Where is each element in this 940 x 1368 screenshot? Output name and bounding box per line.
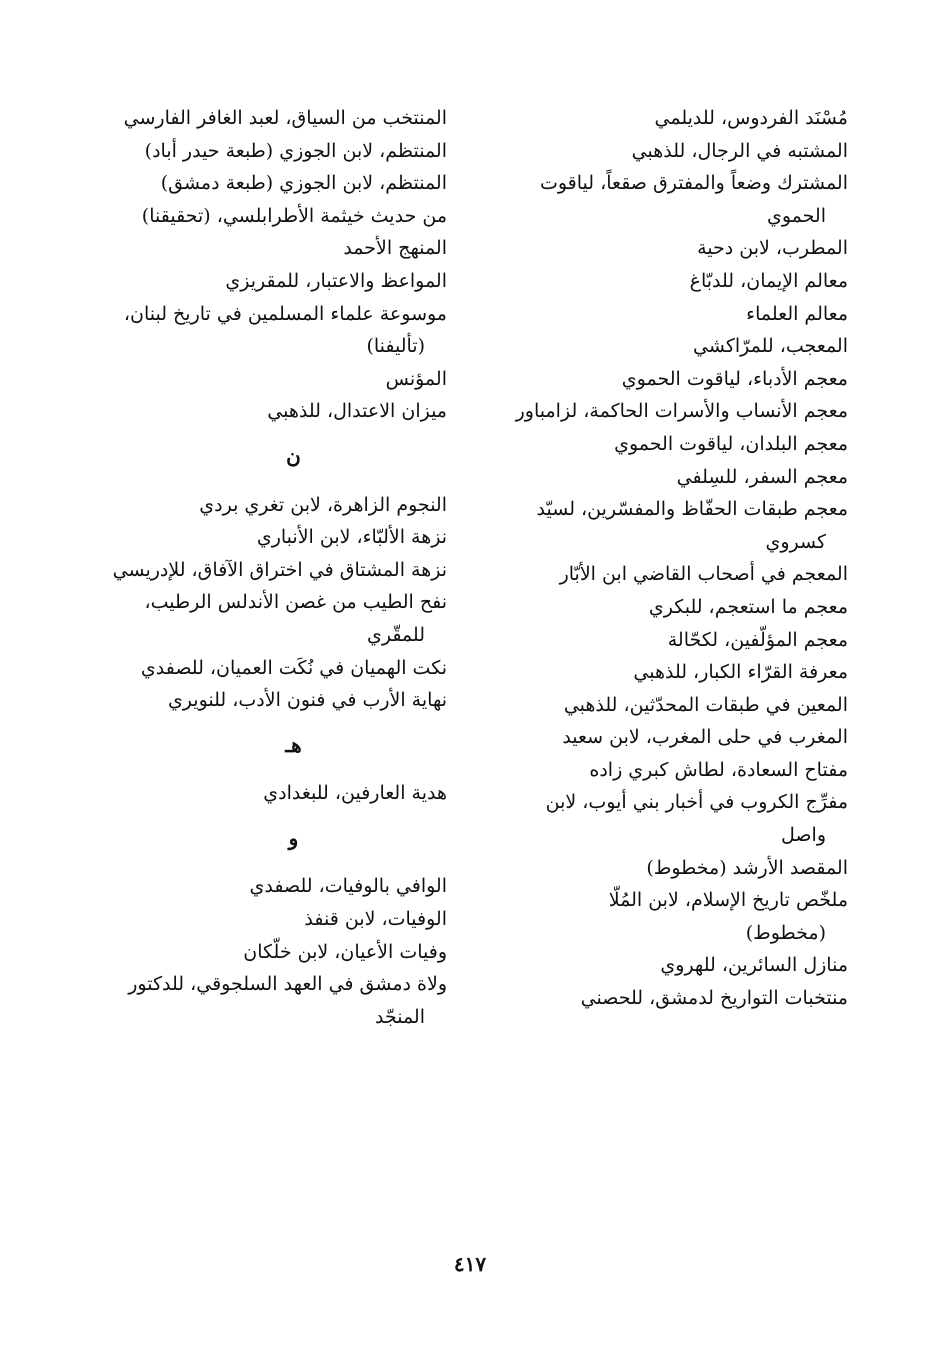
index-entry: ولاة دمشق في العهد السلجوقي، للدكتور: [128, 973, 447, 996]
index-entry: المنهج الأحمد: [343, 237, 447, 260]
index-entry: المعجم في أصحاب القاضي ابن الأبّار: [559, 563, 848, 586]
index-entry-continuation: كسروي: [765, 530, 826, 553]
index-entry: المقصد الأرشد (مخطوط): [646, 856, 848, 879]
index-entry: المشترك وضعاً والمفترق صقعاً، لياقوت: [539, 172, 848, 195]
index-column-right: [492, 102, 848, 1015]
index-entry: المؤنس: [385, 367, 447, 390]
section-letter-noon: ن: [286, 443, 301, 468]
index-entry: نزهة الألبّاء، لابن الأنباري: [256, 526, 447, 549]
index-entry: نهاية الأرب في فنون الأدب، للنويري: [167, 689, 447, 712]
index-entry: الوافي بالوفيات، للصفدي: [249, 875, 447, 898]
index-entry: معجم ما استعجم، للبكري: [648, 595, 848, 618]
index-entry-continuation: الحموي: [766, 204, 826, 227]
index-entry: المنتظم، لابن الجوزي (طبعة حيدر أباد): [144, 139, 447, 162]
index-entry: معجم طبقات الحفّاظ والمفسّرين، لسيّد: [536, 498, 848, 521]
index-entry: المطرب، لابن دحية: [697, 237, 848, 260]
index-entry: معجم المؤلّفين، لكحّالة: [667, 628, 848, 651]
index-entry: هدية العارفين، للبغدادي: [263, 782, 447, 805]
index-entry: المغرب في حلى المغرب، لابن سعيد: [562, 726, 848, 749]
index-entry: معالم الإيمان، للدبّاغ: [689, 269, 848, 292]
index-entry-continuation: واصل: [781, 824, 826, 847]
index-entry: وفيات الأعيان، لابن خلّكان: [243, 940, 447, 963]
index-entry: النجوم الزاهرة، لابن تغري بردي: [199, 493, 447, 516]
index-column-left: [100, 102, 447, 1033]
index-entry: منتخبات التواريخ لدمشق، للحصني: [580, 987, 848, 1010]
index-entry: مفتاح السعادة، لطاش كبري زاده: [589, 758, 848, 781]
index-entry: معرفة القرّاء الكبار، للذهبي: [633, 661, 848, 684]
index-entry: المشتبه في الرجال، للذهبي: [631, 139, 848, 162]
index-entry: نكت الهميان في نُكَت العميان، للصفدي: [140, 656, 447, 679]
index-entry: معالم العلماء: [746, 302, 848, 325]
index-entry: مفرِّج الكروب في أخبار بني أيوب، لابن: [545, 791, 848, 814]
index-entry: منازل السائرين، للهروي: [660, 954, 848, 977]
page-number: ٤١٧: [453, 1252, 487, 1276]
index-entry: مُسْنَد الفردوس، للديلمي: [654, 107, 848, 129]
index-entry: موسوعة علماء المسلمين في تاريخ لبنان،: [123, 302, 447, 325]
index-entry: معجم الأدباء، لياقوت الحموي: [621, 367, 848, 390]
index-entry: نفح الطيب من غصن الأندلس الرطيب،: [144, 591, 447, 614]
index-entry-continuation: (تأليفنا): [366, 335, 425, 358]
index-entry: المنتخب من السياق، لعبد الغافر الفارسي: [123, 107, 447, 129]
index-entry: معجم السفر، للسِلفي: [676, 465, 848, 488]
index-entry: المواعظ والاعتبار، للمقريزي: [225, 269, 447, 292]
index-entry: معجم الأنساب والأسرات الحاكمة، لزامباور: [515, 400, 848, 423]
index-entry: معجم البلدان، لياقوت الحموي: [614, 432, 848, 455]
index-entry-continuation: المنجّد: [374, 1005, 425, 1028]
section-letter-waw: و: [288, 825, 299, 850]
index-entry: ملخّص تاريخ الإسلام، لابن المُلّا: [608, 889, 848, 912]
index-entry: نزهة المشتاق في اختراق الآفاق، للإدريسي: [112, 558, 447, 581]
index-entry: المعجب، للمرّاكشي: [693, 335, 848, 358]
index-entry: الوفيات، لابن قنفذ: [304, 908, 447, 931]
index-entry: المعين في طبقات المحدّثين، للذهبي: [563, 693, 848, 716]
index-entry: ميزان الاعتدال، للذهبي: [267, 400, 447, 423]
index-entry: المنتظم، لابن الجوزي (طبعة دمشق): [160, 172, 447, 195]
index-entry-continuation: (مخطوط): [745, 921, 826, 944]
index-entry-continuation: للمقّري: [366, 623, 425, 646]
index-entry: من حديث خيثمة الأطرابلسي، (تحقيقنا): [141, 204, 447, 227]
section-letter-haa: هـ: [285, 732, 302, 757]
